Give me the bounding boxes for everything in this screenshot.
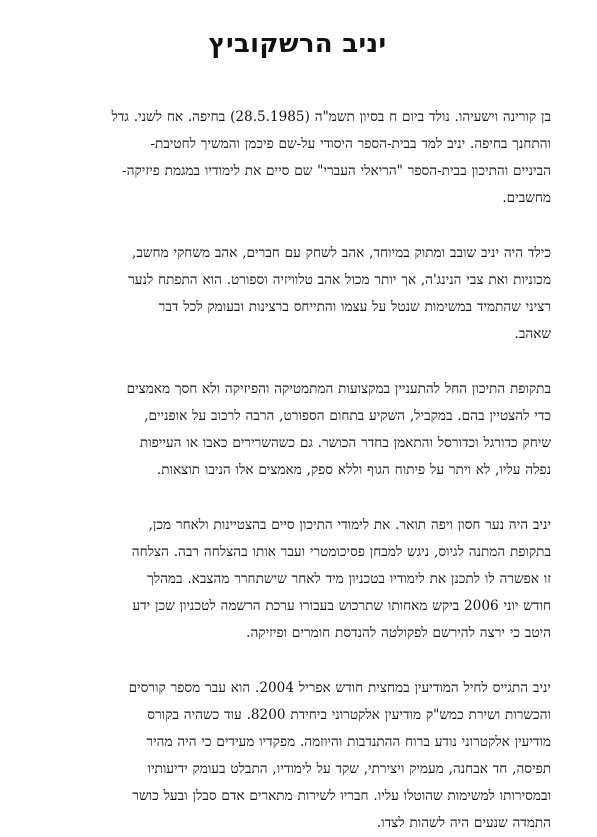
paragraph-line: יניב התגייס לחיל המודיעין במחצית חודש אפריל 2004. הוא עבר מספר קורסים bbox=[128, 680, 551, 696]
paragraph-line: היטב כי ירצה להירשם לפקולטה להנדסת חומרים ופיזיקה. bbox=[246, 625, 551, 641]
paragraph-line: מחשבים. bbox=[502, 190, 551, 206]
paragraph-line: התמדה שנעים היה לשהות לצדו. bbox=[376, 815, 551, 831]
paragraph-line: רציני שהתמיד במשימות שנטל על עצמו והתייחס ברצינות ובעומק לכל דבר bbox=[158, 299, 551, 315]
paragraph-4 bbox=[44, 512, 551, 647]
paragraph-line: בן קורינה וישעיהו. נולד ביום ח בסיון תשמ"ה (28.5.1985) בחיפה. אח לשני. גדל bbox=[111, 109, 551, 125]
paragraph-1 bbox=[44, 104, 551, 212]
paragraph-line: מודיעין אלקטרוני נודע ברוח ההתנדבות והיוזמה. מפקדיו מעידים כי היה מהיר bbox=[146, 734, 551, 750]
paragraph-line: בתקופת המתנה לגיוס, ניגש למבחן פסיכומטרי ועבר אותו בהצלחה רבה. הצלחה bbox=[131, 544, 551, 560]
document-title: יניב הרשקוביץ bbox=[208, 29, 387, 59]
paragraph-3 bbox=[44, 376, 551, 484]
paragraph-2 bbox=[44, 240, 551, 348]
paragraph-line: כילד היה יניב שובב ומתוק במיוחד, אהב לשחק עם חברים, אהב משחקי מחשב, bbox=[132, 245, 551, 261]
paragraph-5 bbox=[44, 675, 551, 837]
paragraph-line: נפלה עליו, לא ויתר על פיתוח הגוף וללא ספק, מאמצים אלו הניבו תוצאות. bbox=[156, 462, 551, 478]
paragraph-line: כדי להצטיין בהם. במקביל, השקיע בתחום הספורט, הרבה לרכוב על אופניים, bbox=[144, 408, 551, 424]
paragraph-line: והכשרות ושירת כמש"ק מודיעין אלקטרוני ביחידת 8200. עוד כשהיה בקורס bbox=[147, 707, 551, 723]
paragraph-line: מכוניות ואת צבי הנינג'ה, אך יותר מכול אהב טלוויזיה וספורט. הוא התפתח לנער bbox=[128, 272, 551, 288]
paragraph-line: בתקופת התיכון החל להתעניין במקצועות המתמטיקה והפיזיקה ולא חסך מאמצים bbox=[126, 381, 551, 397]
paragraph-line: תפיסה, חד אבחנה, מעמיק ויצירתי, שקד על לימודיו, התבלט בעומק ידיעותיו bbox=[147, 761, 551, 777]
paragraph-line: חודש יוני 2006 ביקש מאחותו שתרכוש בעבורו ערכת הרשמה לטכניון שכן ידע bbox=[132, 598, 551, 614]
paragraph-line: יניב היה נער חסון ויפה תואר. את לימודי התיכון סיים בהצטיינות ולאחר מכן, bbox=[148, 517, 551, 533]
paragraph-line: שיחק כדורגל וכדורסל והתאמן בחדר הכושר. גם כשהשרירים כאבו או העייפות bbox=[139, 435, 551, 451]
paragraph-line: והתחנך בחיפה. יניב למד בבית-הספר היסודי על-שם פיכמן והמשיך לחטיבת- bbox=[150, 136, 551, 152]
paragraph-line: ובמסירותו למשימות שהוטלו עליו. חבריו לשירות מתארים אדם סבלן ובעל כושר bbox=[132, 788, 551, 804]
paragraph-line: שאהב. bbox=[514, 326, 551, 342]
paragraph-line: הביניים והתיכון בבית-הספר "הריאלי העברי" שם סיים את לימודיו במגמת פיזיקה- bbox=[122, 163, 551, 179]
paragraph-line: זו אפשרה לו לתכנן את לימודיו בטכניון מיד לאחר שישתחרר מהצבא. במהלך bbox=[147, 571, 551, 587]
